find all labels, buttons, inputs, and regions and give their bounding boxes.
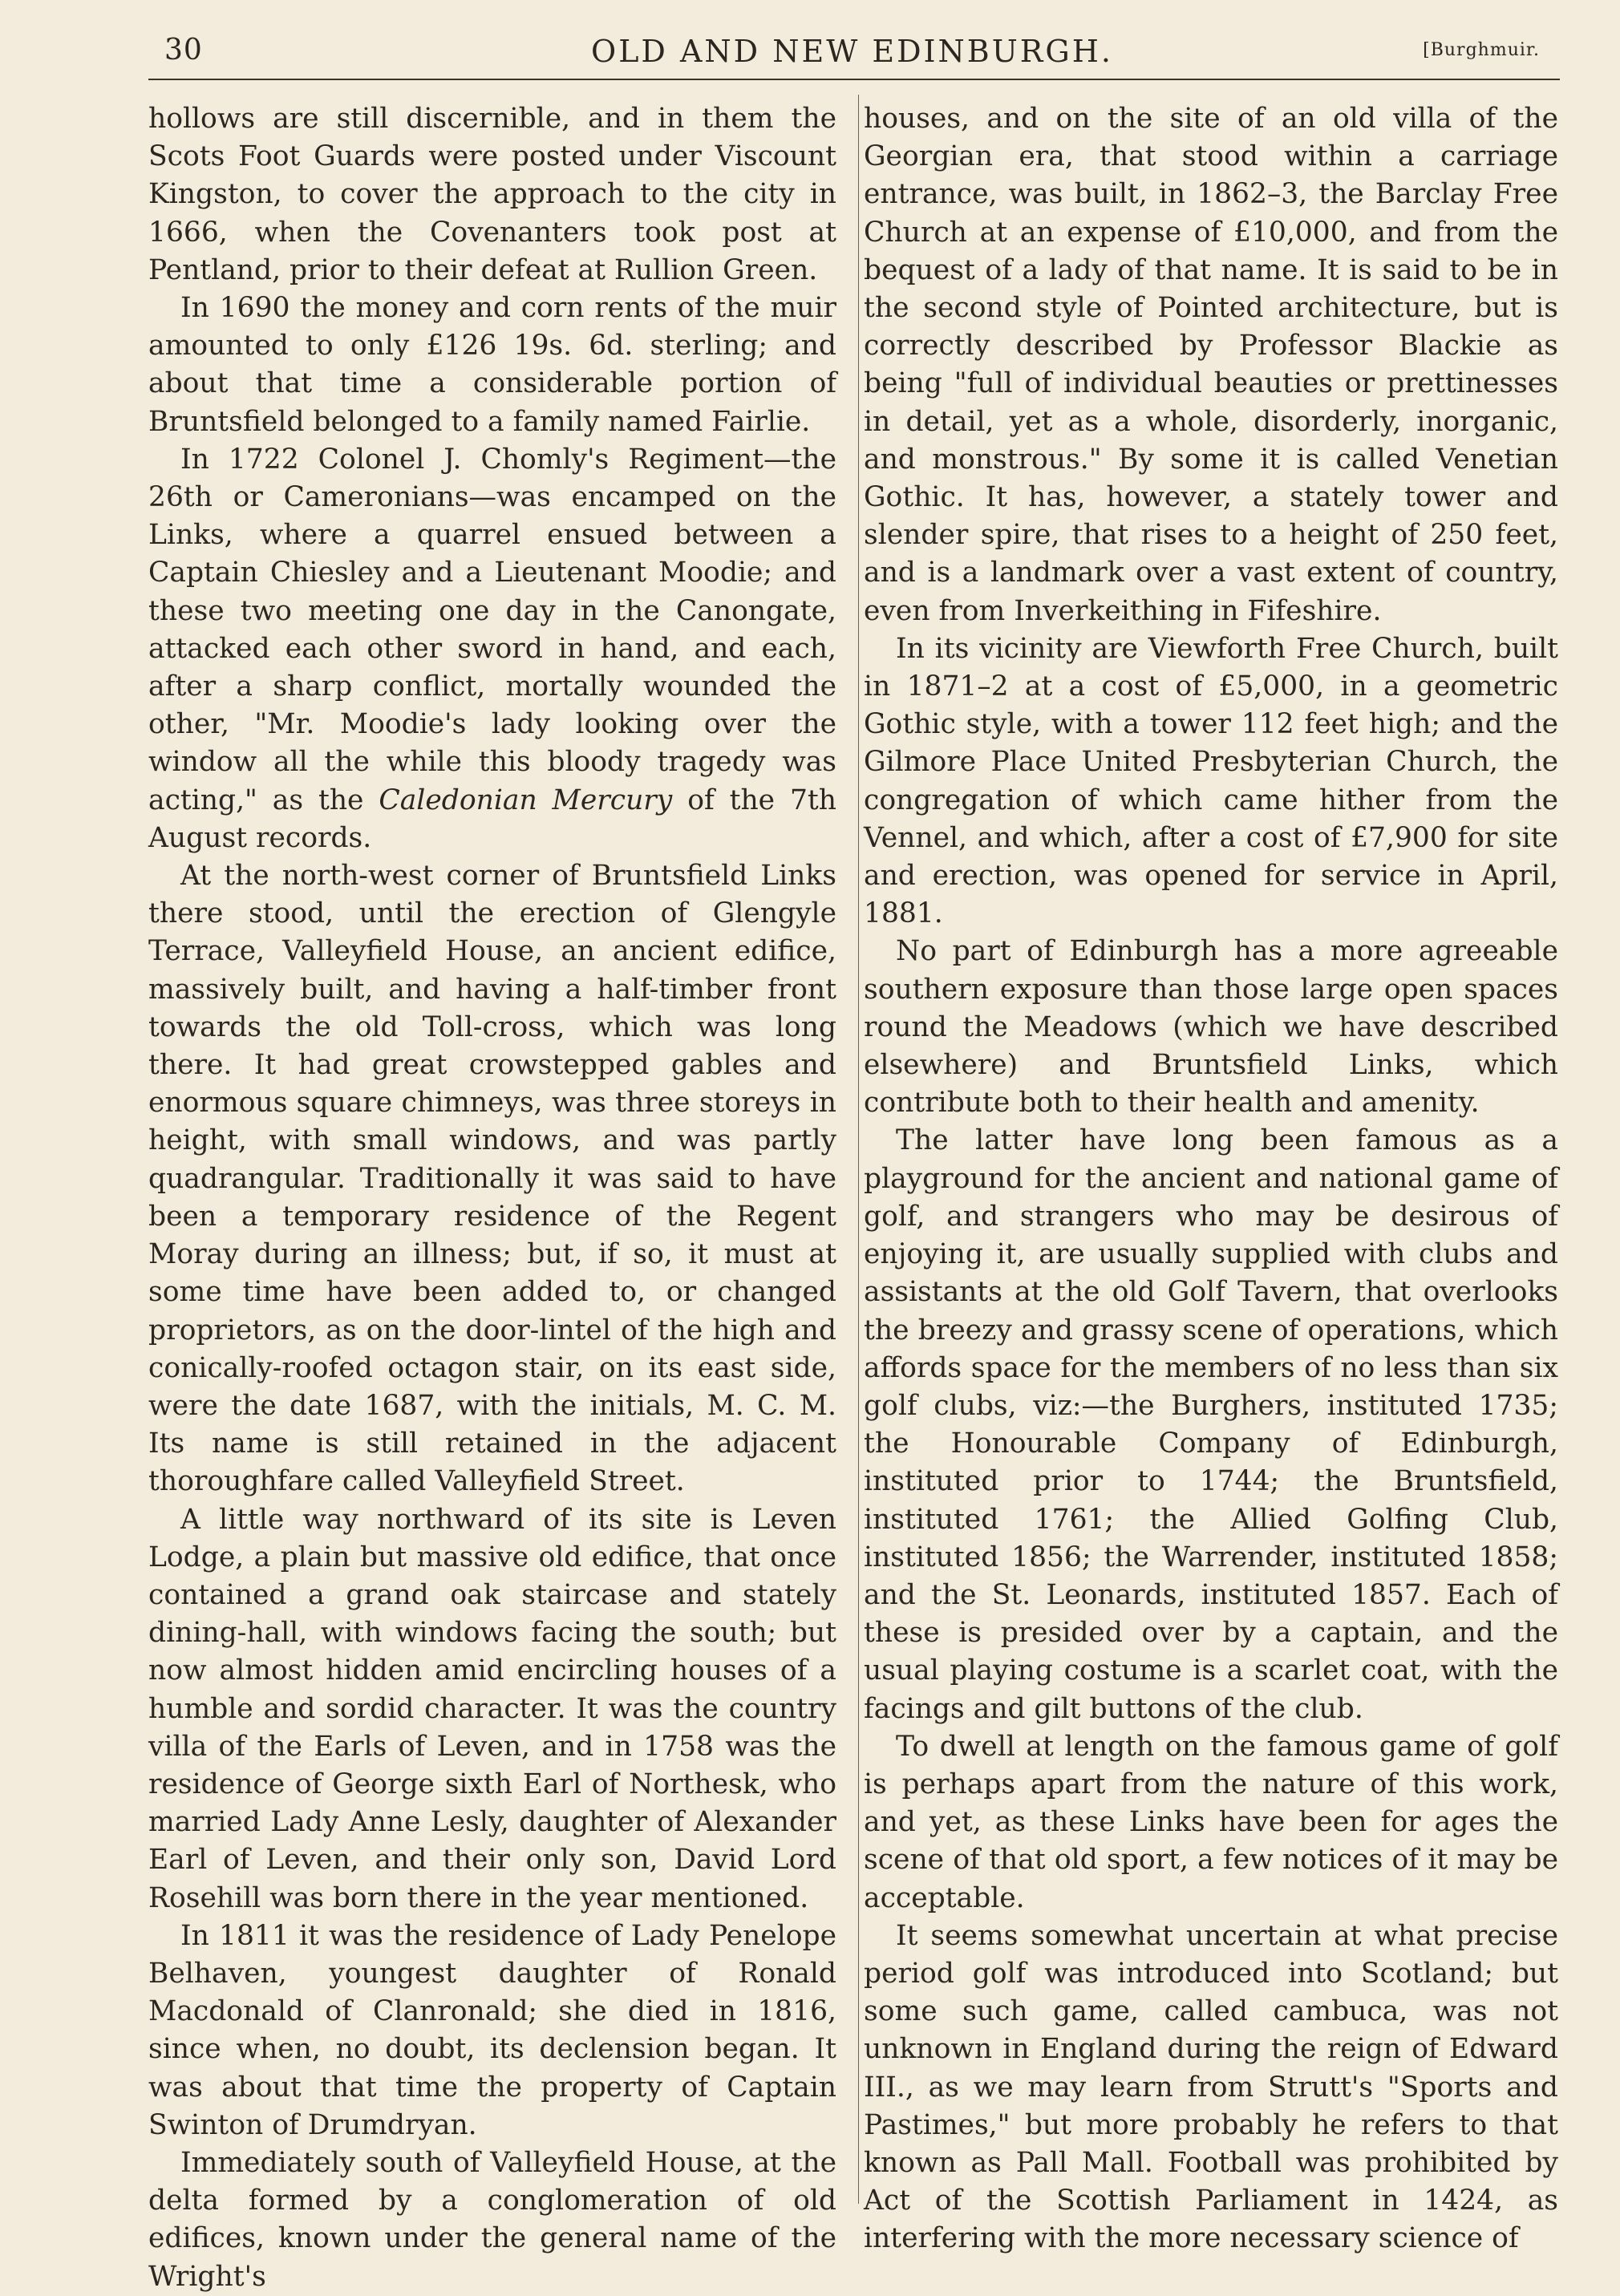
paragraph: In 1690 the money and corn rents of the muir amounted to only £126 19s. 6d. sterling; and about that time a considerable portion of Bruntsfield belonged to a family named Fairlie. — [148, 292, 836, 438]
page-number: 30 — [164, 34, 203, 67]
paragraph: No part of Edinburgh has a more agreeable southern exposure than those large open spaces round the Meadows (which we have described elsewhere) and Bruntsfield Links, which contribute both to their health and amenity. — [864, 935, 1558, 1120]
section-tag: [Burghmuir. — [1423, 40, 1540, 60]
paragraph: The latter have long been famous as a playground for the ancient and national game of golf, and strangers who may be desirous of enjoying it, are usually supplied with clubs and assistants at the old Golf Tavern, that overlooks the breezy and grassy scene of operations, which affords space for the members of no less than six golf clubs, viz:—the Burghers, instituted 1735; the Honourable Company of Edinburgh, instituted prior to 1744; the Bruntsfield, instituted 1761; the Allied Golfing Club, instituted 1856; the Warrender, instituted 1858; and the St. Leonards, instituted 1857. Each of these is presided over by a captain, and the usual playing costume is a scarlet coat, with the facings and gilt buttons of the club. — [864, 1124, 1558, 1725]
running-title: OLD AND NEW EDINBURGH. — [591, 34, 1113, 69]
paragraph: houses, and on the site of an old villa of the Georgian era, that stood within a carriage entrance, was built, in 1862–3, the Barclay Free Church at an expense of £10,000, and from the bequest of a lady of that name. It is said to be in the second style of Pointed architecture, but is correctly described by Professor Blackie as being "full of individual beauties or prettinesses in detail, yet as a whole, disorderly, inorganic, and monstrous." By some it is called Venetian Gothic. It has, however, a stately tower and slender spire, that rises to a height of 250 feet, and is a landmark over a vast extent of country, even from Inverkeithing in Fifeshire. — [864, 103, 1558, 627]
paragraph: At the north-west corner of Bruntsfield Links there stood, until the erection of Glengyle Terrace, Valleyfield House, an ancient edifice, massively built, and having a half-timber front towards the old Toll-cross, which was long there. It had great crowstepped gables and enormous square chimneys, was three storeys in height, with small windows, and was partly quadrangular. Traditionally it was said to have been a temporary residence of the Regent Moray during an illness; but, if so, it must at some time have been added to, or changed proprietors, as on the door-lintel of the high and conically-roofed octagon stair, on its east side, were the date 1687, with the initials, M. C. M. Its name is still retained in the adjacent thoroughfare called Valleyfield Street. — [148, 860, 836, 1498]
paragraph: A little way northward of its site is Leven Lodge, a plain but massive old edifice, that once contained a grand oak staircase and stately dining-hall, with windows facing the south; but now almost hidden amid encircling houses of a humble and sordid character. It was the country villa of the Earls of Leven, and in 1758 was the residence of George sixth Earl of Northesk, who married Lady Anne Lesly, daughter of Alexander Earl of Leven, and their only son, David Lord Rosehill was born there in the year mentioned. — [148, 1503, 836, 1914]
paragraph-text: In 1722 Colonel J. Chomly's Regiment—the 26th or Cameronians—was encamped on the Links, where a quarrel ensued between a Captain Chiesley and a Lieutenant Moodie; and these two meeting one day in the Canongate, attacked each other sword in hand, and each, after a sharp conflict, mortally wounded the other, "Mr. Moodie's lady looking over the window all the while this bloody tragedy was acting," as the — [148, 443, 836, 816]
page-header — [148, 30, 1556, 75]
paragraph — [148, 441, 836, 857]
paragraph: It seems somewhat uncertain at what precise period golf was introduced into Scotland; but some such game, called cambuca, was not unknown in England during the reign of Edward III., as we may learn from Strutt's "Sports and Pastimes," but more probably he refers to that known as Pall Mall. Football was prohibited by Act of the Scottish Parliament in 1424, as interfering with the more necessary science of — [864, 1919, 1558, 2255]
left-column — [148, 100, 836, 2296]
header-rule — [148, 79, 1560, 80]
right-column — [864, 100, 1558, 2258]
paragraph-text: of the 7th August records. — [148, 784, 837, 854]
paragraph: hollows are still discernible, and in them the Scots Foot Guards were posted under Viscount Kingston, to cover the approach to the city in 1666, when the Covenanters took post at Pentland, prior to their defeat at Rullion Green. — [148, 103, 836, 286]
paragraph: In its vicinity are Viewforth Free Church, built in 1871–2 at a cost of £5,000, in a geometric Gothic style, with a tower 112 feet high; and the Gilmore Place United Presbyterian Church, the congregation of which came hither from the Vennel, and which, after a cost of £7,900 for site and erection, was opened for service in April, 1881. — [864, 632, 1558, 930]
paragraph: In 1811 it was the residence of Lady Penelope Belhaven, youngest daughter of Ronald Macdonald of Clanronald; she died in 1816, since when, no doubt, its declension began. It was about that time the property of Captain Swinton of Drumdryan. — [148, 1919, 836, 2141]
italic-title: Caledonian Mercury — [379, 784, 673, 816]
paragraph: To dwell at length on the famous game of golf is perhaps apart from the nature of this work, and yet, as these Links have been for ages the scene of that old sport, a few notices of it may be acceptable. — [864, 1730, 1558, 1914]
column-divider — [858, 95, 859, 2204]
paragraph: Immediately south of Valleyfield House, at the delta formed by a conglomeration of old edifices, known under the general name of the Wright's — [148, 2146, 836, 2293]
